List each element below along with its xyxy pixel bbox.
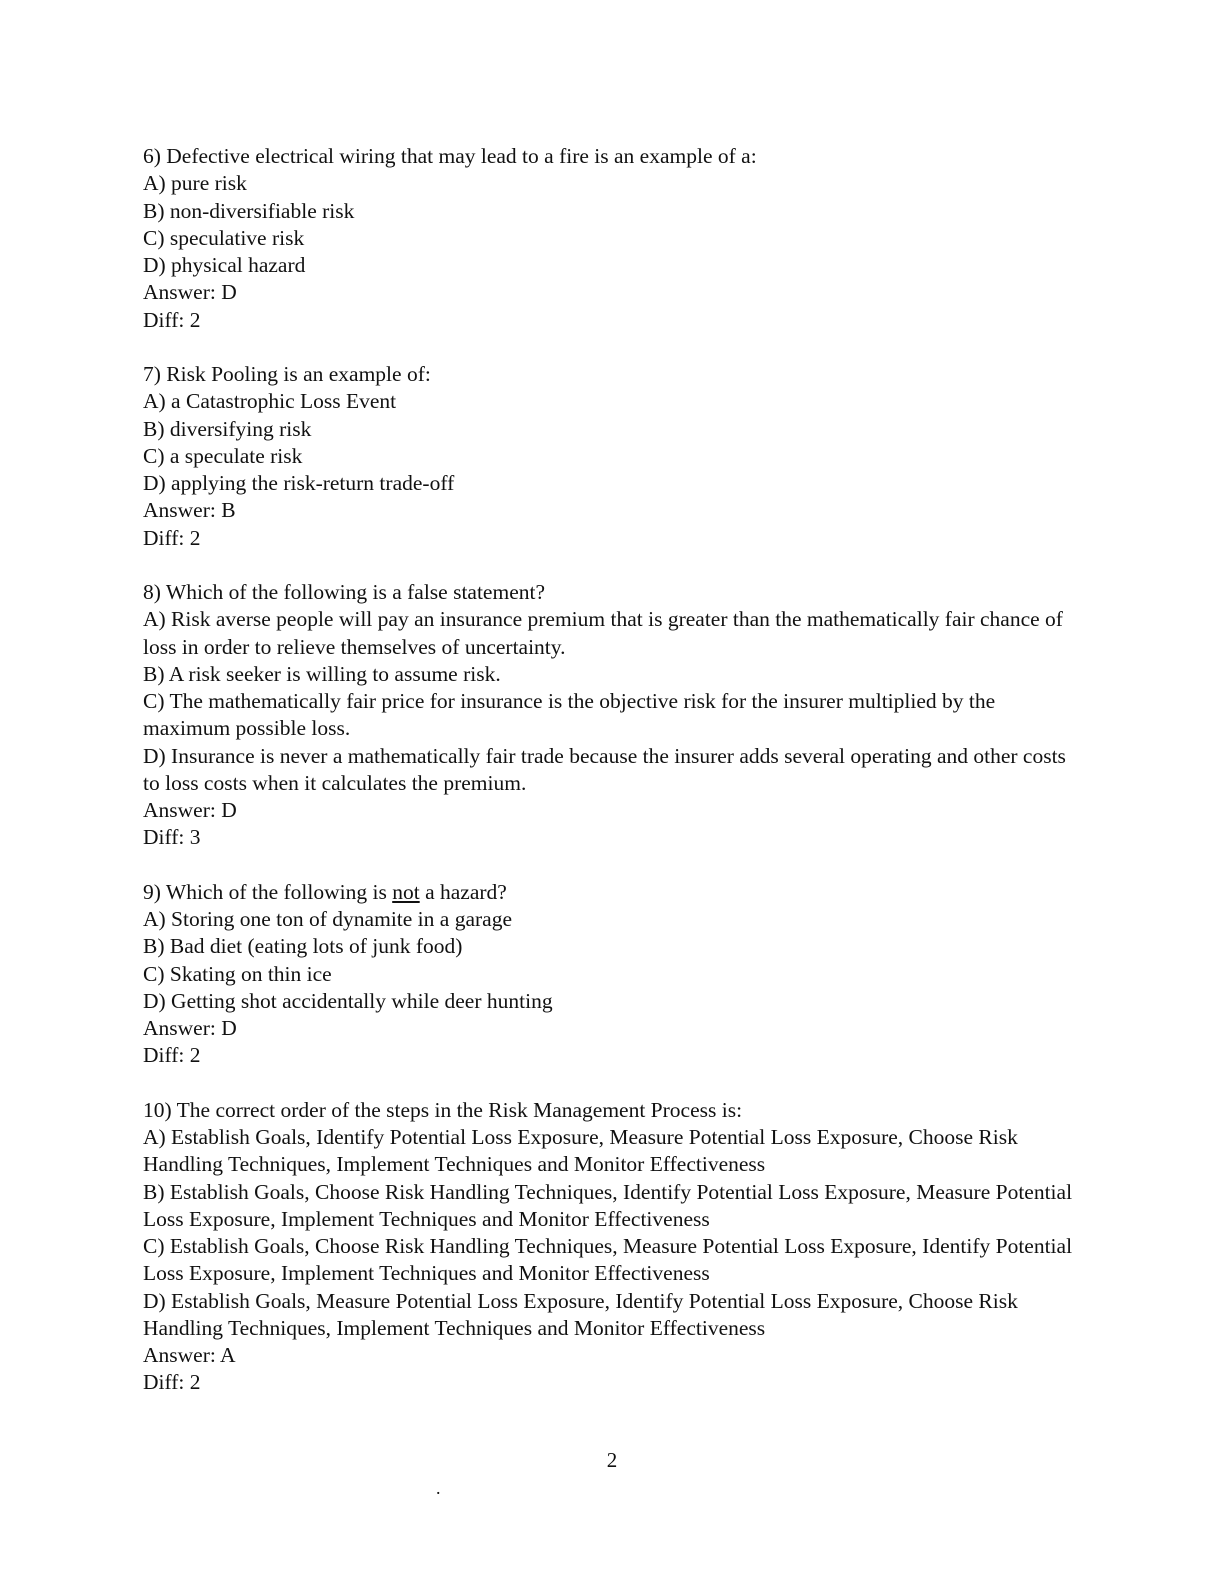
- question-stem: 7) Risk Pooling is an example of:: [143, 362, 431, 386]
- stem-text: 9) Which of the following is: [143, 879, 393, 904]
- question-8: [143, 579, 1083, 852]
- answer: Answer: D: [143, 280, 237, 305]
- option-b: B) diversifying risk: [143, 416, 312, 441]
- page-number: 2: [606, 1448, 618, 1472]
- option-c: C) a speculate risk: [143, 443, 303, 468]
- option-b: B) non-diversifiable risk: [143, 198, 355, 223]
- answer: Answer: B: [143, 498, 236, 523]
- option-a: A) Establish Goals, Identify Potential Loss Exposure, Measure Potential Loss Exposure, Choose Risk Handling Techniques, Implement Techniques and Monitor Effectiveness: [143, 1125, 1018, 1177]
- option-b: B) A risk seeker is willing to assume risk.: [143, 661, 501, 686]
- option-a: A) pure risk: [143, 171, 247, 196]
- document-body: [143, 143, 1083, 1424]
- question-7: [143, 361, 1083, 552]
- option-d: D) Getting shot accidentally while deer hunting: [143, 988, 553, 1013]
- footer-mark: .: [436, 1478, 441, 1498]
- difficulty: Diff: 2: [143, 1043, 201, 1068]
- question-stem: 10) The correct order of the steps in the Risk Management Process is:: [143, 1097, 743, 1122]
- option-d: D) Establish Goals, Measure Potential Loss Exposure, Identify Potential Loss Exposure, Choose Risk Handling Techniques, Implement Techniques and Monitor Effectiveness: [143, 1288, 1018, 1340]
- option-d: D) applying the risk-return trade-off: [143, 471, 455, 495]
- option-b: B) Bad diet (eating lots of junk food): [143, 934, 463, 959]
- option-c: C) Skating on thin ice: [143, 961, 332, 986]
- answer: Answer: D: [143, 798, 237, 822]
- option-c: C) The mathematically fair price for insurance is the objective risk for the insurer multiplied by the maximum possible loss.: [143, 689, 996, 741]
- stem-text: a hazard?: [419, 879, 507, 904]
- answer: Answer: D: [143, 1016, 237, 1040]
- question-9: [143, 879, 1083, 1070]
- option-c: C) speculative risk: [143, 225, 305, 250]
- question-10: [143, 1097, 1083, 1397]
- question-stem: 6) Defective electrical wiring that may lead to a fire is an example of a:: [143, 144, 757, 168]
- question-stem: 8) Which of the following is a false statement?: [143, 580, 546, 604]
- difficulty: Diff: 2: [143, 525, 201, 550]
- stem-underlined-word: not: [392, 879, 420, 904]
- question-stem: [143, 879, 1083, 906]
- option-b: B) Establish Goals, Choose Risk Handling Techniques, Identify Potential Loss Exposure, Measure Potential Loss Exposure, Implement Techniques and Monitor Effectiveness: [143, 1179, 1073, 1231]
- option-a: A) Risk averse people will pay an insurance premium that is greater than the mathematically fair chance of loss in order to relieve themselves of uncertainty.: [143, 607, 1063, 659]
- option-d: D) Insurance is never a mathematically fair trade because the insurer adds several operating and other costs to loss costs when it calculates the premium.: [143, 743, 1066, 795]
- difficulty: Diff: 3: [143, 825, 201, 850]
- option-a: A) Storing one ton of dynamite in a garage: [143, 907, 512, 931]
- option-a: A) a Catastrophic Loss Event: [143, 389, 397, 414]
- option-d: D) physical hazard: [143, 253, 306, 277]
- option-c: C) Establish Goals, Choose Risk Handling Techniques, Measure Potential Loss Exposure, Identify Potential Loss Exposure, Implement Techniques and Monitor Effectiveness: [143, 1234, 1073, 1286]
- answer: Answer: A: [143, 1343, 236, 1367]
- difficulty: Diff: 2: [143, 307, 201, 332]
- question-6: [143, 143, 1083, 334]
- difficulty: Diff: 2: [143, 1370, 201, 1395]
